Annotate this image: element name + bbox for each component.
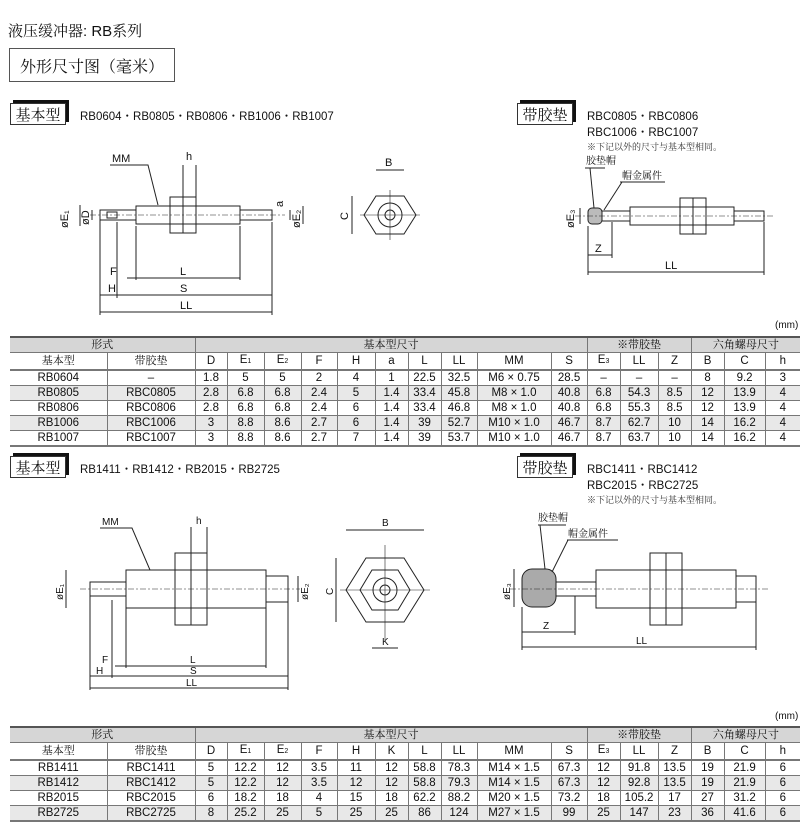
label-L: L	[180, 266, 187, 278]
header-form: 形式	[10, 337, 195, 353]
table-cell: 6	[765, 806, 800, 822]
column-header-z: Z	[658, 353, 691, 371]
table-cell: 12	[691, 401, 724, 416]
column-header-e3: E3	[587, 353, 620, 371]
table-cell: 39	[408, 431, 441, 447]
table-cell: 2.7	[301, 431, 337, 447]
table-cell: 54.3	[620, 386, 658, 401]
table-cell: 19	[691, 760, 724, 776]
table-cell: RBC0805	[107, 386, 195, 401]
table-cell: 92.8	[620, 776, 658, 791]
rubber-type-tag: 带胶垫	[517, 103, 573, 125]
label-F-2: F	[102, 655, 109, 666]
label-a: a	[274, 200, 286, 207]
table-row	[10, 416, 800, 431]
table-cell: 8.7	[587, 431, 620, 447]
table-cell: 18	[264, 791, 301, 806]
table-cell: 4	[301, 791, 337, 806]
table-cell: 67.3	[551, 776, 587, 791]
table-cell: 124	[441, 806, 477, 822]
table-cell: 18.2	[227, 791, 264, 806]
column-header-e1: E1	[227, 353, 264, 371]
table-cell: 58.8	[408, 760, 441, 776]
table-cell: 32.5	[441, 370, 477, 386]
table-cell: 21.9	[724, 760, 765, 776]
table-cell: 12	[587, 776, 620, 791]
table-cell: RB0805	[10, 386, 107, 401]
table-cell: 25	[587, 806, 620, 822]
table-cell: 11	[337, 760, 375, 776]
table-cell: M14 × 1.5	[477, 760, 551, 776]
label-E2: øE₂	[291, 209, 303, 228]
column-header-h: h	[765, 353, 800, 371]
table-cell: 22.5	[408, 370, 441, 386]
table-cell: 8	[195, 806, 227, 822]
table-cell: 6	[765, 791, 800, 806]
table-cell: 73.2	[551, 791, 587, 806]
table-cell: –	[587, 370, 620, 386]
label-B-2: B	[382, 518, 389, 529]
basic-type-tag: 基本型	[10, 103, 66, 125]
column-header-e3: E3	[587, 743, 620, 761]
basic-models: RB0604・RB0805・RB0806・RB1006・RB1007	[80, 111, 334, 123]
label-cap-2: 胶垫帽	[538, 513, 568, 524]
table-row	[10, 386, 800, 401]
header-nut-dims: 六角螺母尺寸	[691, 337, 800, 353]
table-cell: 4	[765, 401, 800, 416]
column-header-f: F	[301, 353, 337, 371]
label-C: C	[339, 212, 351, 220]
table-cell: 6.8	[587, 386, 620, 401]
table-cell: 33.4	[408, 401, 441, 416]
rubber-note-2: ※下记以外的尺寸与基本型相同。	[587, 496, 723, 506]
table-cell: 6	[337, 401, 375, 416]
table-cell: 2	[301, 370, 337, 386]
table-cell: 86	[408, 806, 441, 822]
table-cell: RBC2725	[107, 806, 195, 822]
table-cell: M14 × 1.5	[477, 776, 551, 791]
column-header-d: D	[195, 743, 227, 761]
table-cell: 4	[337, 370, 375, 386]
table-cell: 7	[337, 431, 375, 447]
table-cell: 41.6	[724, 806, 765, 822]
table-row	[10, 401, 800, 416]
section-heading-box: 外形尺寸图（毫米）	[9, 48, 175, 82]
table-cell: 21.9	[724, 776, 765, 791]
table-cell: 5	[337, 386, 375, 401]
table-cell: 12.2	[227, 760, 264, 776]
table-cell: 3	[765, 370, 800, 386]
table-cell: 1.4	[375, 386, 408, 401]
table-cell: 12	[375, 776, 408, 791]
table-cell: RB1411	[10, 760, 107, 776]
label-E3: øE₃	[565, 209, 577, 228]
header-rubber: 带胶垫	[107, 353, 195, 371]
unit-label-2: (mm)	[775, 711, 799, 722]
table-cell: 12	[264, 776, 301, 791]
table-cell: M10 × 1.0	[477, 431, 551, 447]
table-cell: –	[107, 370, 195, 386]
rubber-models-line1: RBC0805・RBC0806	[587, 111, 699, 123]
table-cell: M8 × 1.0	[477, 386, 551, 401]
rubber-models-2-line1: RBC1411・RBC1412	[587, 464, 698, 476]
table-cell: 2.4	[301, 386, 337, 401]
table-cell: 46.8	[441, 401, 477, 416]
table-cell: RB0604	[10, 370, 107, 386]
basic-end-view-2	[336, 530, 430, 648]
label-L-2: L	[190, 655, 196, 666]
table-cell: 10	[658, 431, 691, 447]
table-cell: 25	[264, 806, 301, 822]
table-cell: 8.8	[227, 416, 264, 431]
dimension-table-2	[10, 726, 800, 822]
table-cell: 6.8	[264, 386, 301, 401]
table-cell: 4	[765, 431, 800, 447]
basic-end-view	[352, 170, 420, 240]
column-header-e2: E2	[264, 743, 301, 761]
column-header-h: h	[765, 743, 800, 761]
table-row	[10, 791, 800, 806]
table-cell: M6 × 0.75	[477, 370, 551, 386]
table-cell: RBC2015	[107, 791, 195, 806]
table-cell: 5	[195, 776, 227, 791]
table-cell: 31.2	[724, 791, 765, 806]
table-cell: 6.8	[264, 401, 301, 416]
table-cell: 6.8	[587, 401, 620, 416]
table-cell: 6.8	[227, 386, 264, 401]
label-Z-2: Z	[543, 621, 550, 632]
table-cell: 39	[408, 416, 441, 431]
table-row	[10, 370, 800, 386]
label-E3-2: øE₃	[502, 583, 513, 600]
table-cell: RB0806	[10, 401, 107, 416]
table-cell: 147	[620, 806, 658, 822]
label-C-2: C	[325, 587, 336, 595]
label-E2-2: øE₂	[300, 583, 311, 600]
table-cell: 99	[551, 806, 587, 822]
column-header-e1: E1	[227, 743, 264, 761]
label-MM-2: MM	[102, 517, 119, 528]
table-cell: 78.3	[441, 760, 477, 776]
table-cell: RB2015	[10, 791, 107, 806]
rubber-models-line2: RBC1006・RBC1007	[587, 127, 699, 139]
table-cell: 9.2	[724, 370, 765, 386]
table-cell: 105.2	[620, 791, 658, 806]
table-cell: 8.7	[587, 416, 620, 431]
table-cell: 5	[195, 760, 227, 776]
header-basic-2: 基本型	[10, 743, 107, 761]
table-cell: 91.8	[620, 760, 658, 776]
table-cell: RB1412	[10, 776, 107, 791]
table-cell: 40.8	[551, 401, 587, 416]
table-cell: RB2725	[10, 806, 107, 822]
table-cell: 88.2	[441, 791, 477, 806]
table-cell: 36	[691, 806, 724, 822]
label-E1-2: øE₁	[55, 583, 66, 600]
rubber-side-view	[575, 168, 775, 275]
column-header-c: C	[724, 353, 765, 371]
label-MM: MM	[112, 153, 131, 165]
label-h-2: h	[196, 516, 202, 527]
table-cell: 14	[691, 431, 724, 447]
column-header-ll: LL	[441, 743, 477, 761]
basic-type-tag-2: 基本型	[10, 456, 66, 478]
table-cell: 4	[765, 386, 800, 401]
table-cell: 62.2	[408, 791, 441, 806]
table-cell: 12.2	[227, 776, 264, 791]
column-header-l: L	[408, 743, 441, 761]
label-K: K	[382, 637, 389, 648]
table-cell: 18	[375, 791, 408, 806]
table-cell: 40.8	[551, 386, 587, 401]
table-cell: 13.9	[724, 386, 765, 401]
table-cell: 27	[691, 791, 724, 806]
column-header-k: K	[375, 743, 408, 761]
table-cell: RBC1006	[107, 416, 195, 431]
table-cell: 5	[301, 806, 337, 822]
header-form-2: 形式	[10, 727, 195, 743]
unit-label: (mm)	[775, 320, 799, 331]
table-cell: 18	[587, 791, 620, 806]
column-header-mm: MM	[477, 353, 551, 371]
header-rubber-2: 带胶垫	[107, 743, 195, 761]
table-cell: 79.3	[441, 776, 477, 791]
table-cell: 1.4	[375, 401, 408, 416]
table-cell: 10	[658, 416, 691, 431]
table-cell: 25.2	[227, 806, 264, 822]
label-LL-rubber: LL	[665, 260, 678, 272]
table-cell: 52.7	[441, 416, 477, 431]
table-cell: 12	[587, 760, 620, 776]
header-nut-dims-2: 六角螺母尺寸	[691, 727, 800, 743]
table-row	[10, 806, 800, 822]
table-cell: 25	[337, 806, 375, 822]
column-header-b: B	[691, 743, 724, 761]
table-cell: 33.4	[408, 386, 441, 401]
table-row	[10, 431, 800, 447]
label-B: B	[385, 157, 393, 169]
table-cell: 62.7	[620, 416, 658, 431]
table-cell: 13.5	[658, 760, 691, 776]
rubber-models-2-line2: RBC2015・RBC2725	[587, 480, 699, 492]
drawing-section1	[0, 0, 800, 330]
table-cell: 3	[195, 431, 227, 447]
column-header-h: H	[337, 743, 375, 761]
column-header-f: F	[301, 743, 337, 761]
table-cell: RB1007	[10, 431, 107, 447]
label-F: F	[110, 266, 117, 278]
table-cell: 16.2	[724, 416, 765, 431]
table-cell: 23	[658, 806, 691, 822]
table-cell: 6	[765, 776, 800, 791]
table-cell: RBC1412	[107, 776, 195, 791]
header-rubber-dims: ※带胶垫	[587, 337, 691, 353]
table-cell: 6	[765, 760, 800, 776]
label-cap-metal: 帽金属件	[622, 171, 662, 182]
table-cell: 14	[691, 416, 724, 431]
table-cell: M10 × 1.0	[477, 416, 551, 431]
table-cell: 2.8	[195, 386, 227, 401]
table-cell: 58.8	[408, 776, 441, 791]
table-cell: 46.7	[551, 416, 587, 431]
table-cell: 1.4	[375, 416, 408, 431]
table-cell: 19	[691, 776, 724, 791]
table-cell: 8	[691, 370, 724, 386]
table-cell: 5	[227, 370, 264, 386]
table-cell: 55.3	[620, 401, 658, 416]
header-basic: 基本型	[10, 353, 107, 371]
label-D: øD	[80, 210, 92, 225]
label-LL: LL	[180, 300, 193, 312]
table-cell: 2.4	[301, 401, 337, 416]
table-cell: 2.7	[301, 416, 337, 431]
column-header-ll: LL	[620, 353, 658, 371]
label-LL-2: LL	[186, 678, 198, 689]
column-header-a: a	[375, 353, 408, 371]
table-cell: 1.8	[195, 370, 227, 386]
table-cell: 28.5	[551, 370, 587, 386]
table-cell: 12	[375, 760, 408, 776]
table-cell: RBC0806	[107, 401, 195, 416]
table-cell: 63.7	[620, 431, 658, 447]
column-header-l: L	[408, 353, 441, 371]
table-cell: 12	[264, 760, 301, 776]
table-cell: 45.8	[441, 386, 477, 401]
drawing-section2	[0, 500, 800, 710]
table-cell: 15	[337, 791, 375, 806]
table-cell: 5	[264, 370, 301, 386]
table-cell: 6.8	[227, 401, 264, 416]
column-header-c: C	[724, 743, 765, 761]
table-cell: 53.7	[441, 431, 477, 447]
label-E1: øE₁	[59, 210, 71, 228]
table-cell: 8.5	[658, 401, 691, 416]
table-cell: 6	[337, 416, 375, 431]
table-cell: 25	[375, 806, 408, 822]
table-cell: 13.9	[724, 401, 765, 416]
basic-models-2: RB1411・RB1412・RB2015・RB2725	[80, 464, 280, 476]
table-cell: M8 × 1.0	[477, 401, 551, 416]
column-header-z: Z	[658, 743, 691, 761]
table-cell: 3	[195, 416, 227, 431]
label-S: S	[180, 283, 188, 295]
column-header-b: B	[691, 353, 724, 371]
column-header-s: S	[551, 743, 587, 761]
label-cap-metal-2: 帽金属件	[568, 529, 608, 540]
table-cell: 8.5	[658, 386, 691, 401]
table-cell: 2.8	[195, 401, 227, 416]
table-cell: M27 × 1.5	[477, 806, 551, 822]
table-cell: M20 × 1.5	[477, 791, 551, 806]
table-row	[10, 760, 800, 776]
table-cell: 17	[658, 791, 691, 806]
column-header-s: S	[551, 353, 587, 371]
table-cell: 3.5	[301, 760, 337, 776]
label-LL-rubber-2: LL	[636, 636, 648, 647]
table-cell: 12	[691, 386, 724, 401]
table-cell: RBC1411	[107, 760, 195, 776]
table-cell: 13.5	[658, 776, 691, 791]
header-basic-dims: 基本型尺寸	[195, 337, 587, 353]
label-cap: 胶垫帽	[586, 156, 616, 167]
label-H: H	[108, 283, 116, 295]
label-H-2: H	[96, 666, 104, 677]
column-header-ll: LL	[620, 743, 658, 761]
label-h: h	[186, 151, 193, 163]
table-cell: RB1006	[10, 416, 107, 431]
table-cell: 1.4	[375, 431, 408, 447]
table-cell: 8.8	[227, 431, 264, 447]
table-cell: 8.6	[264, 416, 301, 431]
dimension-table-1	[10, 336, 800, 447]
header-basic-dims-2: 基本型尺寸	[195, 727, 587, 743]
page-title: 液压缓冲器: RB系列	[8, 23, 143, 40]
table-cell: 3.5	[301, 776, 337, 791]
table-cell: –	[658, 370, 691, 386]
table-cell: 16.2	[724, 431, 765, 447]
table-cell: –	[620, 370, 658, 386]
table-cell: 4	[765, 416, 800, 431]
table-cell: RBC1007	[107, 431, 195, 447]
label-Z: Z	[595, 243, 602, 255]
column-header-d: D	[195, 353, 227, 371]
rubber-note: ※下记以外的尺寸与基本型相同。	[587, 143, 723, 153]
column-header-e2: E2	[264, 353, 301, 371]
table-cell: 12	[337, 776, 375, 791]
table-row	[10, 776, 800, 791]
table-cell: 6	[195, 791, 227, 806]
header-rubber-dims-2: ※带胶垫	[587, 727, 691, 743]
table-cell: 67.3	[551, 760, 587, 776]
column-header-mm: MM	[477, 743, 551, 761]
column-header-h: H	[337, 353, 375, 371]
table-cell: 8.6	[264, 431, 301, 447]
rubber-type-tag-2: 带胶垫	[517, 456, 573, 478]
label-S-2: S	[190, 666, 197, 677]
column-header-ll: LL	[441, 353, 477, 371]
table-cell: 1	[375, 370, 408, 386]
table-cell: 46.7	[551, 431, 587, 447]
